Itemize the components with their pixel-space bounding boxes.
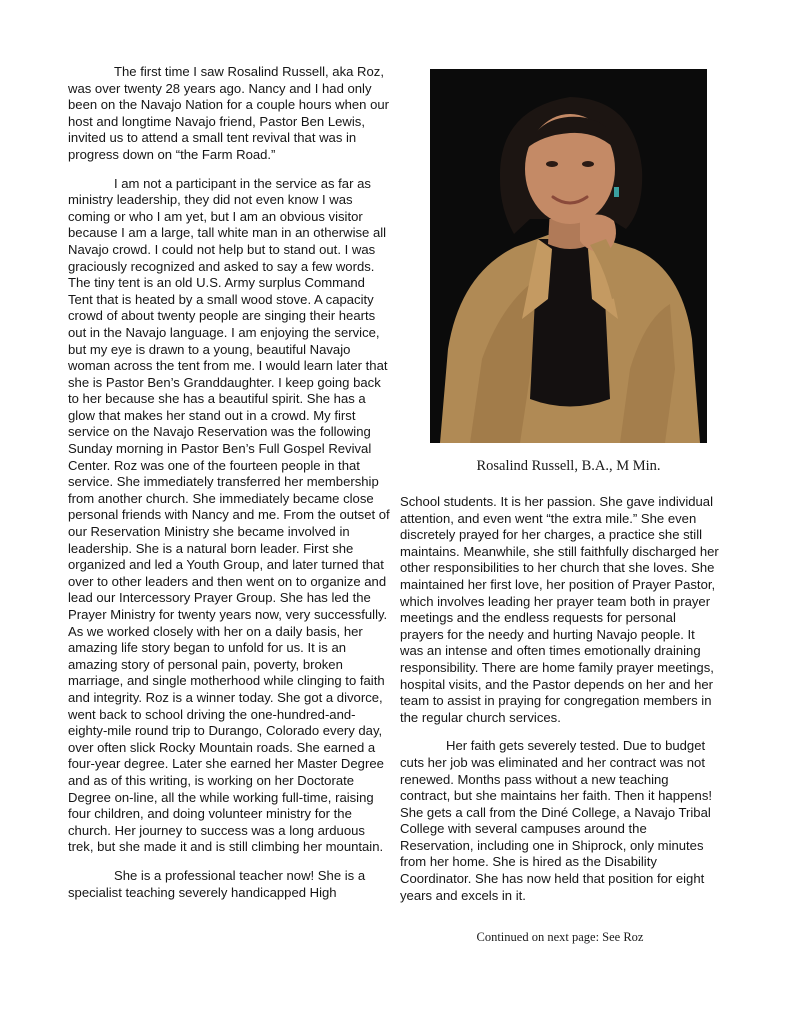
article-paragraph: The first time I saw Rosalind Russell, aka Roz, was over twenty 28 years ago. Nancy and I had only been on the Navajo Nation for a couple hours when our host and longtime Navajo friend, Pastor Ben Lewis, invited us to attend a small tent revival that was in progress down on “the Farm Road.”: [68, 64, 390, 162]
portrait-photo: [430, 69, 707, 443]
continued-note: Continued on next page: See Roz: [476, 930, 644, 944]
left-text-column: [68, 64, 392, 913]
article-paragraph: I am not a participant in the service as far as ministry leadership, they did not even know I was coming or who I am yet, but I am an obvious visitor because I am a large, tall white man in an otherwise all Navajo crowd. I could not help but to stand out. I was graciously recognized and asked to say a few words. The tiny tent is an old U.S. Army surplus Command Tent that is heated by a small wood stove. A capacity crowd of about twenty people are singing their hearts out in the Navajo language. I am enjoying the service, but my eye is drawn to a young, beautiful Navajo woman across the tent from me. I would learn later that she is Pastor Ben’s Granddaughter. I keep going back to her because she has a beautiful spirit. She has a glow that makes her stand out in a crowd. My first service on the Navajo Reservation was the following Sunday morning in Pastor Ben’s Full Gospel Revival Center. Roz was one of the fourteen people in that service. She immediately transferred her membership from another church. She immediately became close personal friends with Nancy and me. From the outset of our Reservation Ministry she became involved in leadership. She is a natural born leader. First she organized and led a Youth Group, and later turned that over to other leaders and then went on to organize and lead our Intercessory Prayer Group. She has led the Prayer Ministry for twenty years now, very successfully. As we worked closely with her on a daily basis, her amazing life story began to unfold for us. It is an amazing story of personal pain, poverty, broken marriage, and single motherhood while clinging to faith and integrity. Roz is a winner today. She got a divorce, went back to school driving the one-hundred-and-eighty-mile round trip to Durango, Colorado every day, over often slick Rocky Mountain roads. She earned a four-year degree. Later she earned her Master Degree and as of this writing, is working on her Doctorate Degree on-line, all the while working full-time, raising four children, and doing volunteer ministry for the church. Her journey to success was a long arduous trek, but she made it and is still climbing her mountain.: [68, 175, 390, 855]
portrait-illustration: [430, 69, 707, 443]
right-text-column: [400, 494, 720, 916]
article-paragraph: School students. It is her passion. She gave individual attention, and even went “the extra mile.” She even discretely prayed for her charges, a practice she still maintains. Meanwhile, she still faithfully discharged her other responsibilities to her church that she loves. She maintained her first love, her position of Prayer Pastor, which involves leading her prayer team both in prayer meetings and the endless requests for personal prayers for the needy and hurting Navajo people. It was an intense and often times emotionally draining responsibility. There are home family prayer meetings, hospital visits, and the Pastor depends on her and her team to assist in praying for congregation members in the regular church services.: [400, 494, 719, 725]
photo-caption: Rosalind Russell, B.A., M Min.: [476, 458, 661, 474]
article-paragraph: She is a professional teacher now! She is a specialist teaching severely handicapped High: [68, 867, 366, 900]
article-paragraph: Her faith gets severely tested. Due to budget cuts her job was eliminated and her contract was not renewed. Months pass without a new teaching contract, but she maintains her faith. Then it happens! She gets a call from the Diné College, a Navajo Tribal College with several campuses around the Reservation, including one in Shiprock, only minutes from her home. She is hired as the Disability Coordinator. She has now held that position for eight years and excels in it.: [400, 738, 713, 903]
